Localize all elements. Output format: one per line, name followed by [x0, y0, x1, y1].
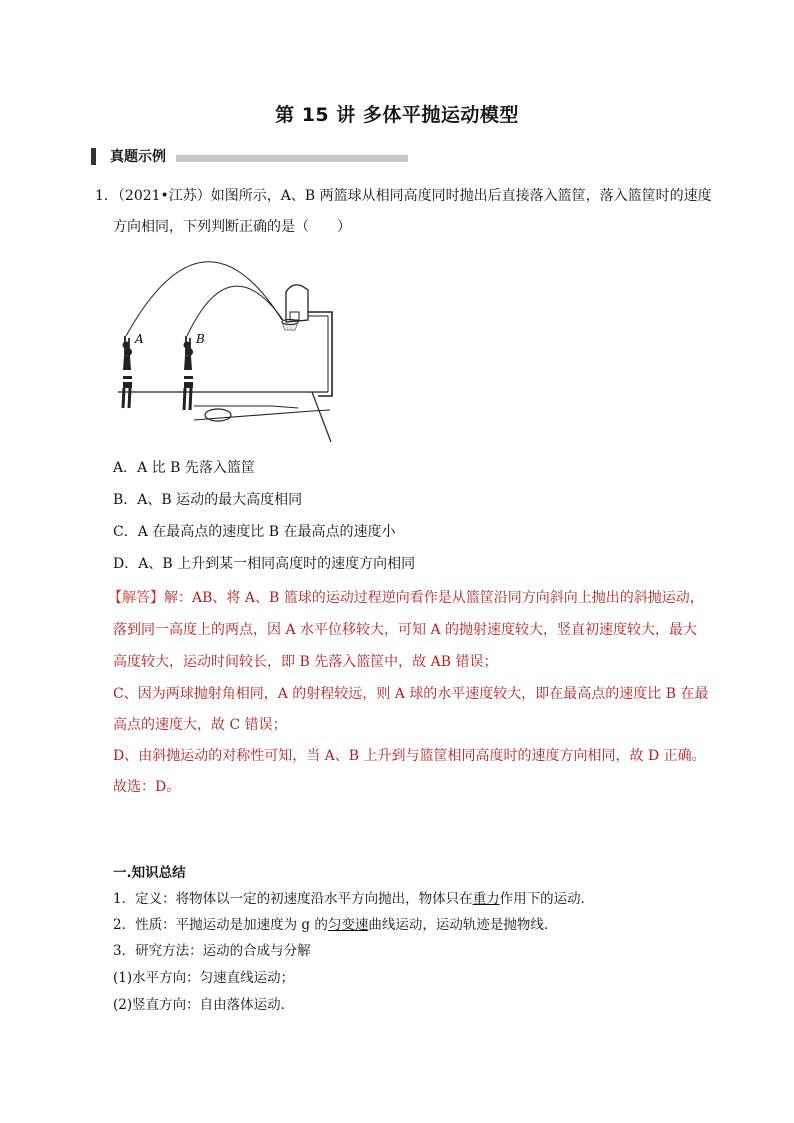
- summary-l1-pre: 1．定义：将物体以一定的初速度沿水平方向抛出，物体只在: [113, 891, 473, 907]
- summary-l1-underline: 重力: [472, 891, 500, 907]
- question-text-1: （2021•江苏）如图所示，A、B 两篮球从相同高度同时抛出后直接落入篮筐，落入篮筐时的速度: [117, 188, 712, 204]
- question-line-1: [95, 186, 712, 206]
- question-number: 1．: [95, 188, 118, 204]
- answer-line-5: 高点的速度大，故 C 错误；: [113, 717, 287, 733]
- player-a: [122, 336, 133, 408]
- option-b: B．A、B 运动的最大高度相同: [113, 492, 303, 508]
- summary-l2-pre: 2．性质：平抛运动是加速度为 g 的: [113, 917, 328, 933]
- lane-top: [194, 406, 298, 408]
- option-c: C．A 在最高点的速度比 B 在最高点的速度小: [113, 524, 396, 540]
- section-rule: [176, 155, 408, 162]
- summary-line-2: [113, 915, 557, 935]
- answer-tag: 【解答】: [108, 590, 164, 606]
- court-side-line: [312, 392, 331, 442]
- backboard: [286, 285, 308, 322]
- trajectory-a: [126, 262, 282, 336]
- answer-line-3: 高度较大，运动时间较长，即 B 先落入篮筐中，故 AB 错误；: [113, 654, 498, 670]
- page-title: 第 15 讲 多体平抛运动模型: [275, 104, 519, 126]
- summary-line-4: (1)水平方向：匀速直线运动；: [113, 970, 295, 986]
- summary-l2-post: 曲线运动，运动轨迹是抛物线．: [368, 917, 558, 933]
- summary-heading: 一.知识总结: [113, 865, 186, 881]
- answer-line-6: D、由斜抛运动的对称性可知，当 A、B 上升到与篮筐相同高度时的速度方向相同，故 D 正确。: [113, 748, 706, 764]
- answer-line-2: 落到同一高度上的两点，因 A 水平位移较大，可知 A 的抛射速度较大，竖直初速度较大，最大: [113, 622, 698, 638]
- label-a: A: [135, 332, 144, 346]
- section-label: 真题示例: [110, 149, 166, 165]
- label-b: B: [196, 332, 205, 346]
- option-a: A．A 比 B 先落入篮筐: [113, 460, 255, 476]
- summary-l1-post: 作用下的运动．: [499, 891, 595, 907]
- question-line-2: 方向相同，下列判断正确的是（ ）: [113, 219, 351, 235]
- summary-line-1: [113, 889, 594, 909]
- summary-line-5: (2)竖直方向：自由落体运动．: [113, 997, 295, 1013]
- answer-line-4: C、因为两球抛射角相同，A 的射程较远，则 A 球的水平速度较大，即在最高点的速度比 B 在最: [113, 686, 709, 702]
- summary-l2-underline: 匀变速: [327, 917, 369, 933]
- answer-line-7: 故选：D。: [113, 779, 181, 795]
- player-b: [183, 336, 194, 410]
- trajectory-b: [187, 286, 283, 336]
- basketball-figure: [112, 246, 342, 442]
- section-bar: [91, 148, 96, 165]
- option-d: D．A、B 上升到某一相同高度时的速度方向相同: [113, 556, 416, 572]
- lane-line: [194, 410, 330, 420]
- section-header: [91, 145, 408, 167]
- summary-line-3: 3．研究方法：运动的合成与分解: [113, 943, 311, 959]
- answer-line-1: [108, 588, 704, 608]
- answer-text-1: 解：AB、将 A、B 篮球的运动过程逆向看作是从篮筐沿同方向斜向上抛出的斜抛运动，: [164, 590, 704, 606]
